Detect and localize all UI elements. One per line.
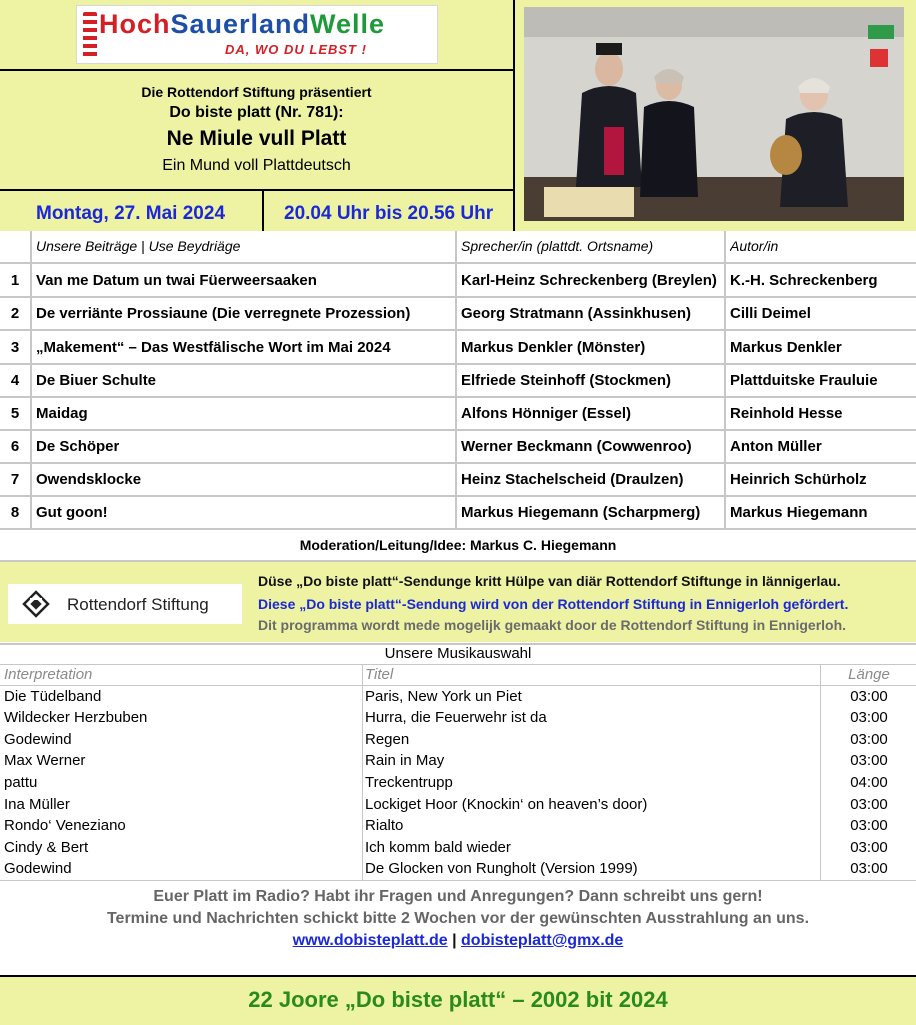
grid-line [0,462,916,464]
row-title: De Schöper [36,438,120,455]
music-artist: Die Tüdelband [4,687,102,705]
moderation-credit: Moderation/Leitung/Idee: Markus C. Hiegemann [299,537,617,553]
music-artist: Rondo‘ Veneziano [4,817,126,835]
table-row [0,464,916,495]
row-title: De Biuer Schulte [36,372,157,389]
grid-line [820,664,821,881]
contact-section [0,888,916,950]
row-number: 6 [10,438,20,455]
music-table [0,664,916,881]
sponsor-line-plattdeutsch: Düse „Do biste platt“-Sendunge kritt Hülpe van diär Rottendorf Stiftunge in lännigerlau. [258,573,841,589]
row-title: Gut goon! [36,504,108,521]
logo-part-hoch: Hoch [99,9,171,39]
row-author: Heinrich Schürholz [730,471,867,488]
row-title: „Makement“ – Das Westfälische Wort im Mai 2024 [36,339,391,356]
music-title: Rialto [365,817,404,835]
row-author: Markus Hiegemann [730,504,868,521]
logo-wordmark [99,9,385,40]
contact-line-2: Termine und Nachrichten schickt bitte 2 Wochen vor der gewünschten Ausstrahlung an uns. [106,910,810,927]
music-title: Paris, New York un Piet [365,687,522,705]
music-header-title: Titel [365,666,394,683]
website-link[interactable]: www.dobisteplatt.de [292,932,448,949]
music-row [0,837,916,859]
row-title: Owendsklocke [36,471,142,488]
row-author: Reinhold Hesse [730,405,843,422]
grid-line [0,495,916,497]
row-author: Markus Denkler [730,339,842,356]
music-artist: pattu [4,774,38,791]
music-length: 04:00 [850,774,888,791]
music-row [0,729,916,751]
table-row [0,497,916,528]
row-author: Anton Müller [730,438,822,455]
grid-line [0,262,916,264]
row-number: 5 [10,405,20,422]
sponsor-logo[interactable] [8,584,242,624]
footer-text: 22 Joore „Do biste platt“ – 2002 bit 2024 [248,987,668,1012]
sponsor-logo-text: Rottendorf Stiftung [67,595,209,614]
grid-line [30,231,32,528]
music-artist: Godewind [4,860,72,878]
music-title: Ich komm bald wieder [365,838,511,856]
music-length: 03:00 [850,730,888,748]
grid-line [0,296,916,298]
divider [262,190,264,231]
row-speaker: Werner Beckmann (Cowwenroo) [461,438,692,455]
table-row [0,265,916,296]
episode-subtitle: Ein Mund voll Plattdeutsch [162,157,351,174]
table-row [0,298,916,329]
presenter-line: Die Rottendorf Stiftung präsentiert [141,84,372,100]
header-speaker: Sprecher/in (plattdt. Ortsname) [461,238,654,254]
row-speaker: Markus Denkler (Mönster) [461,339,646,356]
divider [513,0,515,231]
table-header-row [0,231,916,262]
music-header-artist: Interpretation [4,666,93,683]
music-row [0,750,916,772]
row-number: 7 [10,471,20,488]
grid-line [0,664,916,665]
row-author: Plattduitske Frauluie [730,372,878,389]
music-title: Treckentrupp [365,774,453,791]
row-number: 8 [10,504,20,521]
row-number: 2 [10,305,20,322]
music-header-length: Länge [848,666,890,683]
broadcast-time: 20.04 Uhr bis 20.56 Uhr [284,203,494,224]
logo-part-welle: Welle [310,9,386,39]
row-speaker: Heinz Stachelscheid (Draulzen) [461,471,684,488]
grid-line [0,429,916,431]
episode-title: Ne Miule vull Platt [166,127,347,150]
row-speaker: Karl-Heinz Schreckenberg (Breylen) [461,272,717,289]
table-row [0,431,916,462]
music-length: 03:00 [850,817,888,835]
event-photo [524,7,904,221]
header-author: Autor/in [730,238,779,254]
station-logo[interactable] [76,5,438,64]
music-length: 03:00 [850,838,888,856]
row-number: 3 [10,339,20,356]
row-title: De verriänte Prossiaune (Die verregnete Prozession) [36,305,411,322]
grid-line [0,880,916,881]
music-title: Rain in May [365,752,445,770]
contact-links [0,932,916,950]
music-row [0,794,916,816]
link-separator: | [452,932,457,949]
table-row [0,365,916,396]
divider [0,69,513,71]
music-artist: Cindy & Bert [4,838,89,856]
grid-line [362,664,363,881]
row-title: Maidag [36,405,88,422]
rottendorf-diamond-icon [16,584,56,624]
table-row [0,398,916,429]
row-title: Van me Datum un twai Füerweersaaken [36,272,317,289]
music-row [0,707,916,729]
logo-part-sauerland: Sauerland [170,9,311,39]
row-speaker: Elfriede Steinhoff (Stockmen) [461,372,672,389]
row-author: K.-H. Schreckenberg [730,272,878,289]
music-artist: Max Werner [4,752,86,770]
music-row [0,815,916,837]
music-row [0,772,916,794]
row-speaker: Markus Hiegemann (Scharpmerg) [461,504,701,521]
music-length: 03:00 [850,795,888,813]
divider [0,189,513,191]
music-row [0,686,916,708]
music-row [0,858,916,880]
music-caption: Unsere Musikauswahl [384,645,532,662]
table-row [0,332,916,363]
row-number: 4 [10,372,20,389]
footer-banner [0,977,916,1025]
logo-tagline: DA, WO DU LEBST ! [225,42,367,57]
row-number: 1 [10,272,20,289]
music-title: Lockiget Hoor (Knockin‘ on heaven’s door) [365,795,648,813]
music-title: Hurra, die Feuerwehr ist da [365,709,547,727]
event-photo-illustration [524,7,904,221]
grid-line [0,396,916,398]
grid-line [0,363,916,365]
contact-line-1: Euer Platt im Radio? Habt ihr Fragen und Anregungen? Dann schreibt uns gern! [153,888,763,905]
header-title: Unsere Beiträge | Use Beydriäge [36,238,241,254]
music-length: 03:00 [850,687,888,705]
row-speaker: Georg Stratmann (Assinkhusen) [461,305,692,322]
sponsor-line-dutch: Dit programma wordt mede mogelijk gemaakt door de Rottendorf Stiftung in Ennigerloh. [258,617,847,633]
grid-line [455,231,457,528]
grid-line [724,231,726,528]
broadcast-date: Montag, 27. Mai 2024 [36,203,226,224]
row-speaker: Alfons Hönniger (Essel) [461,405,632,422]
email-link[interactable]: dobisteplatt@gmx.de [461,932,624,949]
music-artist: Wildecker Herzbuben [4,709,148,727]
music-artist: Godewind [4,730,72,748]
show-name: Do biste platt (Nr. 781): [169,104,344,121]
grid-line [0,329,916,331]
logo-stripes-icon [83,12,97,58]
music-length: 03:00 [850,709,888,727]
grid-line [0,685,916,686]
music-length: 03:00 [850,860,888,878]
music-title: Regen [365,730,410,748]
music-title: De Glocken von Rungholt (Version 1999) [365,860,638,878]
music-header-row [0,664,916,686]
row-author: Cilli Deimel [730,305,811,322]
music-length: 03:00 [850,752,888,770]
sponsor-line-german: Diese „Do biste platt“-Sendung wird von der Rottendorf Stiftung in Ennigerloh gefördert. [258,596,849,612]
music-artist: Ina Müller [4,795,70,813]
